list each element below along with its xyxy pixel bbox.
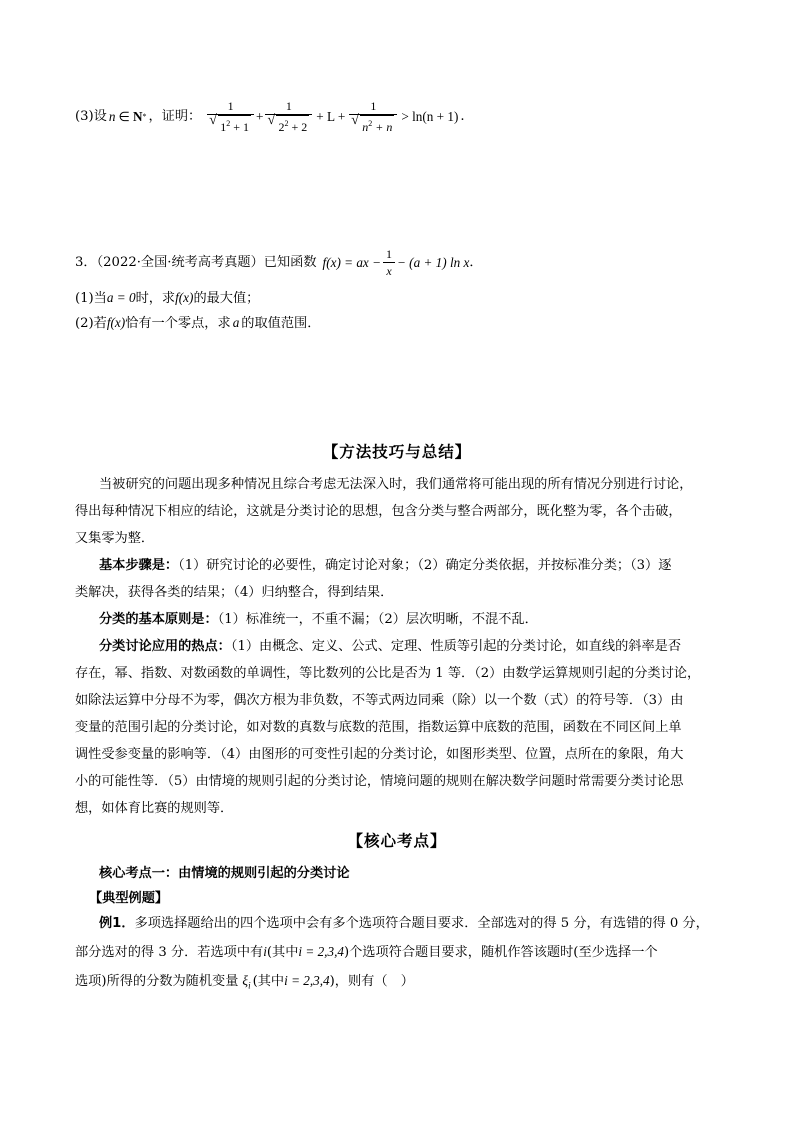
var-n: n — [108, 109, 116, 124]
question-3-part-1 — [75, 288, 259, 309]
hotspots-line-1: （1）由概念、定义、公式、定理、性质等引起的分类讨论，如直线的斜率是否 — [230, 639, 682, 654]
method-intro — [75, 471, 730, 552]
question-3-source: 3．（2022·全国·统考高考真题）已知函数 — [75, 255, 317, 270]
part-2-prefix: (2)若 — [75, 316, 107, 331]
part-2-function: f(x) — [106, 315, 126, 330]
steps-line-1: （1）研究讨论的必要性，确定讨论对象；（2）确定分类依据，并按标准分类；（3）逐 — [178, 558, 672, 573]
part-1-condition: a = 0 — [106, 290, 136, 305]
part-1-prefix: (1)当 — [75, 291, 107, 306]
function-fraction-num: 1 — [385, 247, 392, 261]
fraction-2 — [265, 99, 312, 135]
part-1-mid: 时，求 — [135, 291, 176, 306]
plus-1: + — [256, 109, 264, 124]
question-3-part-2 — [75, 313, 320, 334]
in-symbol: ∈ — [118, 109, 130, 124]
example-1-label: 例1． — [99, 916, 135, 931]
hotspots-line-4: 变量的范围引起的分类讨论，如对数的真数与底数的范围，指数运算中底数的范围，函数在不同区间上单 — [75, 720, 682, 735]
part-2-mid: 恰有一个零点，求 — [125, 316, 231, 331]
steps-label: 基本步骤是： — [99, 558, 179, 573]
hotspots-label: 分类讨论应用的热点： — [99, 639, 231, 654]
example-1-line-1: 多项选择题给出的四个选项中会有多个选项符合题目要求．全部选对的得 5 分，有选错的得 0 分， — [134, 916, 709, 931]
problem-3-end: . — [460, 109, 465, 124]
example-1-line-3: 选项)所得的分数为随机变量 $\xi_i$ (其中i = 2,3,4)，则有（ ） — [75, 973, 414, 991]
example-1-line-2: 部分选对的得 3 分．若选项中有i(其中i = 2,3,4)个选项符合题目要求，随机作答该题时(至少选择一个 — [75, 944, 658, 960]
fraction-3 — [349, 99, 397, 135]
fraction-2-num: 1 — [285, 99, 292, 113]
fraction-3-den: √ $n^2 + n$ — [349, 114, 397, 135]
function-right: − (a + 1) ln x — [396, 255, 470, 270]
function-fraction-den: x — [383, 262, 395, 279]
problem-3-prefix: (3)设 — [75, 109, 107, 124]
fraction-2-den: √ $2^2 + 2$ — [265, 114, 312, 135]
part-2-variable: a — [232, 315, 240, 330]
function-end: ． — [469, 255, 483, 270]
part-2-suffix: 的取值范围． — [241, 316, 321, 331]
set-n-sup: * — [142, 112, 147, 121]
set-n: N — [132, 109, 143, 124]
part-1-suffix: 的最大值； — [193, 291, 260, 306]
principle-label: 分类的基本原则是： — [99, 612, 218, 627]
rhs-ln: > ln(n + 1) — [401, 109, 459, 124]
method-intro-line-2: 得出每种情况下相应的结论，这就是分类讨论的思想，包含分类与整合两部分，既化整为零，各个击破， — [75, 504, 682, 519]
example-label: 【典型例题】 — [89, 891, 169, 906]
problem-3-line — [75, 100, 465, 134]
steps-line-2: 类解决，获得各类的结果；（4）归纳整合，得到结果． — [75, 585, 394, 600]
core-point-1: 核心考点一：由情境的规则引起的分类讨论 — [99, 866, 350, 881]
example-1 — [75, 910, 730, 1000]
problem-3-prove: ，证明： — [148, 109, 202, 124]
hotspots-line-5: 调性受参变量的影响等．（4）由图形的可变性引起的分类讨论，如图形类型、位置，点所在的象限，角大 — [75, 747, 684, 762]
question-3-header — [75, 246, 483, 280]
method-hotspots — [75, 633, 730, 822]
part-1-function: f(x) — [175, 290, 194, 305]
hotspots-line-7: 想，如体育比赛的规则等． — [75, 801, 234, 816]
method-intro-line-1: 当被研究的问题出现多种情况且综合考虑无法深入时，我们通常将可能出现的所有情况分别进行讨论， — [99, 477, 693, 492]
hotspots-line-2: 存在，幂、指数、对数函数的单调性，等比数列的公比是否为 1 等．（2）由数学运算规则引起的分类讨论， — [75, 666, 701, 681]
fraction-3-num: 1 — [370, 99, 377, 113]
principle-text: （1）标准统一，不重不漏；（2）层次明晰，不混不乱． — [217, 612, 538, 627]
plus-ellipsis: + L + — [316, 109, 346, 124]
hotspots-line-6: 小的可能性等．（5）由情境的规则引起的分类讨论，情境问题的规则在解决数学问题时常需要分类讨论思 — [75, 774, 684, 789]
function-fraction — [383, 247, 395, 279]
method-title: 【方法技巧与总结】 — [322, 443, 472, 461]
function-left: f(x) = ax − — [322, 255, 381, 270]
core-title: 【核心考点】 — [347, 832, 447, 850]
method-intro-line-3: 又集零为整． — [75, 531, 155, 546]
fraction-1-num: 1 — [227, 99, 234, 113]
fraction-1-den: √ $1^2 + 1$ — [207, 114, 254, 135]
fraction-1 — [207, 99, 254, 135]
method-principle — [75, 606, 730, 633]
hotspots-line-3: 如除法运算中分母不为零，偶次方根为非负数，不等式两边同乘（除）以一个数（式）的符号等．（3）由 — [75, 693, 684, 708]
method-steps — [75, 552, 730, 606]
